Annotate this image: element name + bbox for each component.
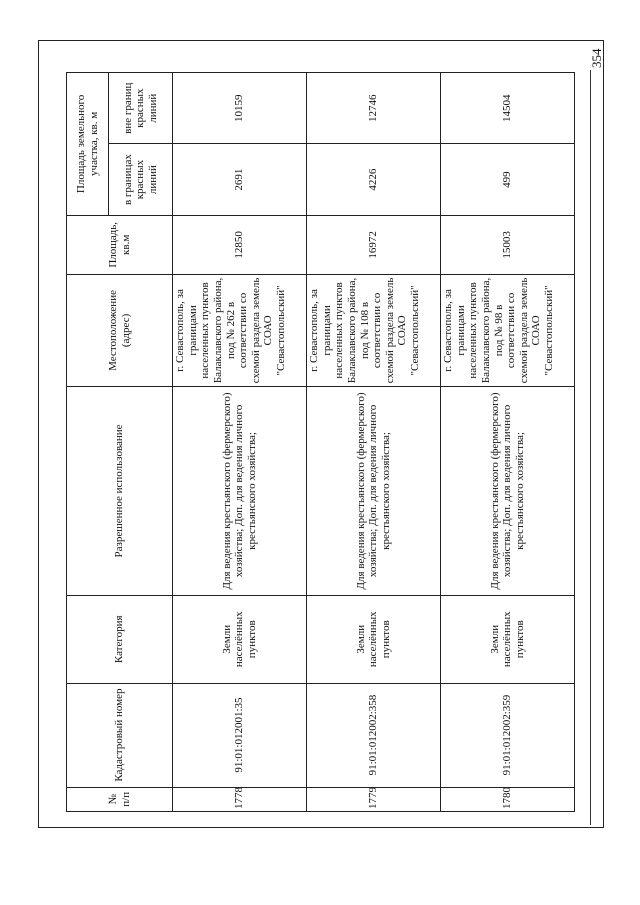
table-row bbox=[173, 73, 307, 812]
cell-permitted-use: Для ведения крестьянского (фермерского) хозяйства; Доп. для ведения личного крестьянского хозяйства; bbox=[441, 386, 575, 595]
cell-location: г. Севастополь, за границами населенных пунктов Балаклавского района, под № 262 в соответствии со схемой раздела земель СОАО "Севастопольский" bbox=[173, 274, 307, 386]
cell-category: Земли населённых пунктов bbox=[441, 595, 575, 683]
rotated-table-container bbox=[66, 72, 574, 812]
header-within-red-lines: в границах красных линий bbox=[109, 144, 173, 215]
header-cadastral: Кадастровый номер bbox=[67, 683, 173, 787]
land-plots-table bbox=[66, 72, 575, 812]
cell-location: г. Севастополь, за границами населенных пунктов Балаклавского района, под № 98 в соответствии со схемой раздела земель СОАО "Севастопольский" bbox=[441, 274, 575, 386]
cell-outside-red-lines: 10159 bbox=[173, 73, 307, 144]
cell-within-red-lines: 4226 bbox=[307, 144, 441, 215]
table-row bbox=[307, 73, 441, 812]
page-number: 354 bbox=[589, 48, 604, 68]
cell-no: 1780 bbox=[441, 787, 575, 811]
page-number-rule bbox=[590, 70, 591, 825]
cell-cadastral: 91:01:012002:358 bbox=[307, 683, 441, 787]
cell-no: 1779 bbox=[307, 787, 441, 811]
header-location: Местоположение (адрес) bbox=[67, 274, 173, 386]
cell-within-red-lines: 499 bbox=[441, 144, 575, 215]
header-category: Категория bbox=[67, 595, 173, 683]
cell-permitted-use: Для ведения крестьянского (фермерского) хозяйства; Доп. для ведения личного крестьянского хозяйства; bbox=[173, 386, 307, 595]
cell-cadastral: 91:01:012002:359 bbox=[441, 683, 575, 787]
cell-area: 16972 bbox=[307, 215, 441, 274]
cell-outside-red-lines: 12746 bbox=[307, 73, 441, 144]
cell-outside-red-lines: 14504 bbox=[441, 73, 575, 144]
cell-location: г. Севастополь, за границами населенных пунктов Балаклавского района, под № 108 в соответствии со схемой раздела земель СОАО "Севастопольский" bbox=[307, 274, 441, 386]
header-area: Площадь, кв.м bbox=[67, 215, 173, 274]
cell-cadastral: 91:01:012001:35 bbox=[173, 683, 307, 787]
header-outside-red-lines: вне границ красных линий bbox=[109, 73, 173, 144]
cell-category: Земли населённых пунктов bbox=[173, 595, 307, 683]
header-no: № п/п bbox=[67, 787, 173, 811]
cell-within-red-lines: 2691 bbox=[173, 144, 307, 215]
table-row bbox=[441, 73, 575, 812]
cell-area: 15003 bbox=[441, 215, 575, 274]
cell-no: 1778 bbox=[173, 787, 307, 811]
cell-area: 12850 bbox=[173, 215, 307, 274]
header-permitted-use: Разрешенное использование bbox=[67, 386, 173, 595]
cell-permitted-use: Для ведения крестьянского (фермерского) хозяйства; Доп. для ведения личного крестьянского хозяйства; bbox=[307, 386, 441, 595]
header-land-area: Площадь земельного участка, кв. м bbox=[67, 73, 109, 216]
cell-category: Земли населённых пунктов bbox=[307, 595, 441, 683]
